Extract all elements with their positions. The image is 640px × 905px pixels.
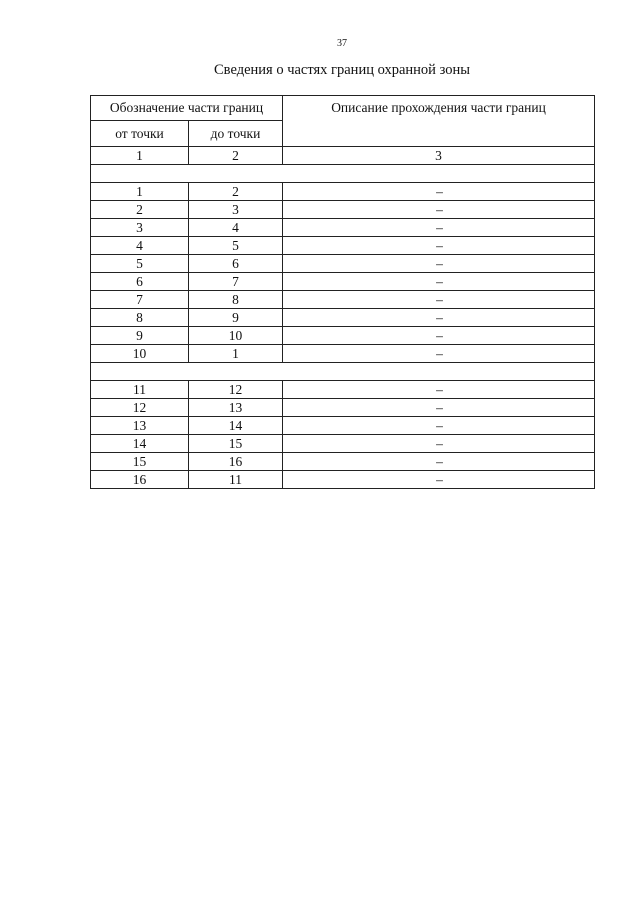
description-cell: –: [283, 237, 595, 255]
description-cell: –: [283, 183, 595, 201]
from-point-cell: 10: [91, 345, 189, 363]
to-point-cell: 1: [189, 345, 283, 363]
description-cell: –: [283, 219, 595, 237]
description-cell: –: [283, 471, 595, 489]
description-cell: –: [283, 273, 595, 291]
description-cell: –: [283, 327, 595, 345]
table-row: [91, 309, 595, 327]
column-number-1: 1: [91, 147, 189, 165]
to-point-cell: 4: [189, 219, 283, 237]
from-point-cell: 5: [91, 255, 189, 273]
section-separator-row: [91, 165, 595, 183]
to-point-cell: 12: [189, 381, 283, 399]
header-to-point: до точки: [189, 121, 283, 147]
description-cell: –: [283, 435, 595, 453]
table-row: [91, 237, 595, 255]
table-body: [91, 147, 595, 489]
description-cell: –: [283, 417, 595, 435]
table-row: [91, 183, 595, 201]
from-point-cell: 8: [91, 309, 189, 327]
table-row: [91, 399, 595, 417]
description-cell: –: [283, 255, 595, 273]
description-cell: –: [283, 201, 595, 219]
from-point-cell: 2: [91, 201, 189, 219]
table-row: [91, 435, 595, 453]
section-label: [91, 165, 595, 183]
description-cell: –: [283, 291, 595, 309]
from-point-cell: 13: [91, 417, 189, 435]
table-row: [91, 327, 595, 345]
table-row: [91, 381, 595, 399]
from-point-cell: 3: [91, 219, 189, 237]
from-point-cell: 12: [91, 399, 189, 417]
to-point-cell: 6: [189, 255, 283, 273]
to-point-cell: 5: [189, 237, 283, 255]
from-point-cell: 1: [91, 183, 189, 201]
to-point-cell: 3: [189, 201, 283, 219]
description-cell: –: [283, 381, 595, 399]
to-point-cell: 16: [189, 453, 283, 471]
to-point-cell: 11: [189, 471, 283, 489]
table-row: [91, 417, 595, 435]
to-point-cell: 10: [189, 327, 283, 345]
description-cell: –: [283, 453, 595, 471]
section-label: [91, 363, 595, 381]
column-number-3: 3: [283, 147, 595, 165]
to-point-cell: 14: [189, 417, 283, 435]
table-row: [91, 471, 595, 489]
from-point-cell: 15: [91, 453, 189, 471]
from-point-cell: 16: [91, 471, 189, 489]
description-cell: –: [283, 345, 595, 363]
header-from-point: от точки: [91, 121, 189, 147]
to-point-cell: 7: [189, 273, 283, 291]
table-row: [91, 255, 595, 273]
from-point-cell: 4: [91, 237, 189, 255]
from-point-cell: 14: [91, 435, 189, 453]
boundary-parts-table: [90, 95, 595, 489]
to-point-cell: 9: [189, 309, 283, 327]
document-title: Сведения о частях границ охранной зоны: [214, 62, 470, 78]
table-row: [91, 453, 595, 471]
header-description: Описание прохождения части границ: [283, 96, 595, 147]
table-row: [91, 273, 595, 291]
section-separator-row: [91, 363, 595, 381]
from-point-cell: 6: [91, 273, 189, 291]
description-cell: –: [283, 399, 595, 417]
to-point-cell: 8: [189, 291, 283, 309]
to-point-cell: 15: [189, 435, 283, 453]
from-point-cell: 11: [91, 381, 189, 399]
description-cell: –: [283, 309, 595, 327]
table-row: [91, 201, 595, 219]
column-numbers-row: [91, 147, 595, 165]
page-number: 37: [337, 38, 347, 49]
table-row: [91, 291, 595, 309]
header-designation: Обозначение части границ: [91, 96, 283, 121]
from-point-cell: 7: [91, 291, 189, 309]
table-row: [91, 219, 595, 237]
column-number-2: 2: [189, 147, 283, 165]
from-point-cell: 9: [91, 327, 189, 345]
to-point-cell: 13: [189, 399, 283, 417]
to-point-cell: 2: [189, 183, 283, 201]
table-row: [91, 345, 595, 363]
